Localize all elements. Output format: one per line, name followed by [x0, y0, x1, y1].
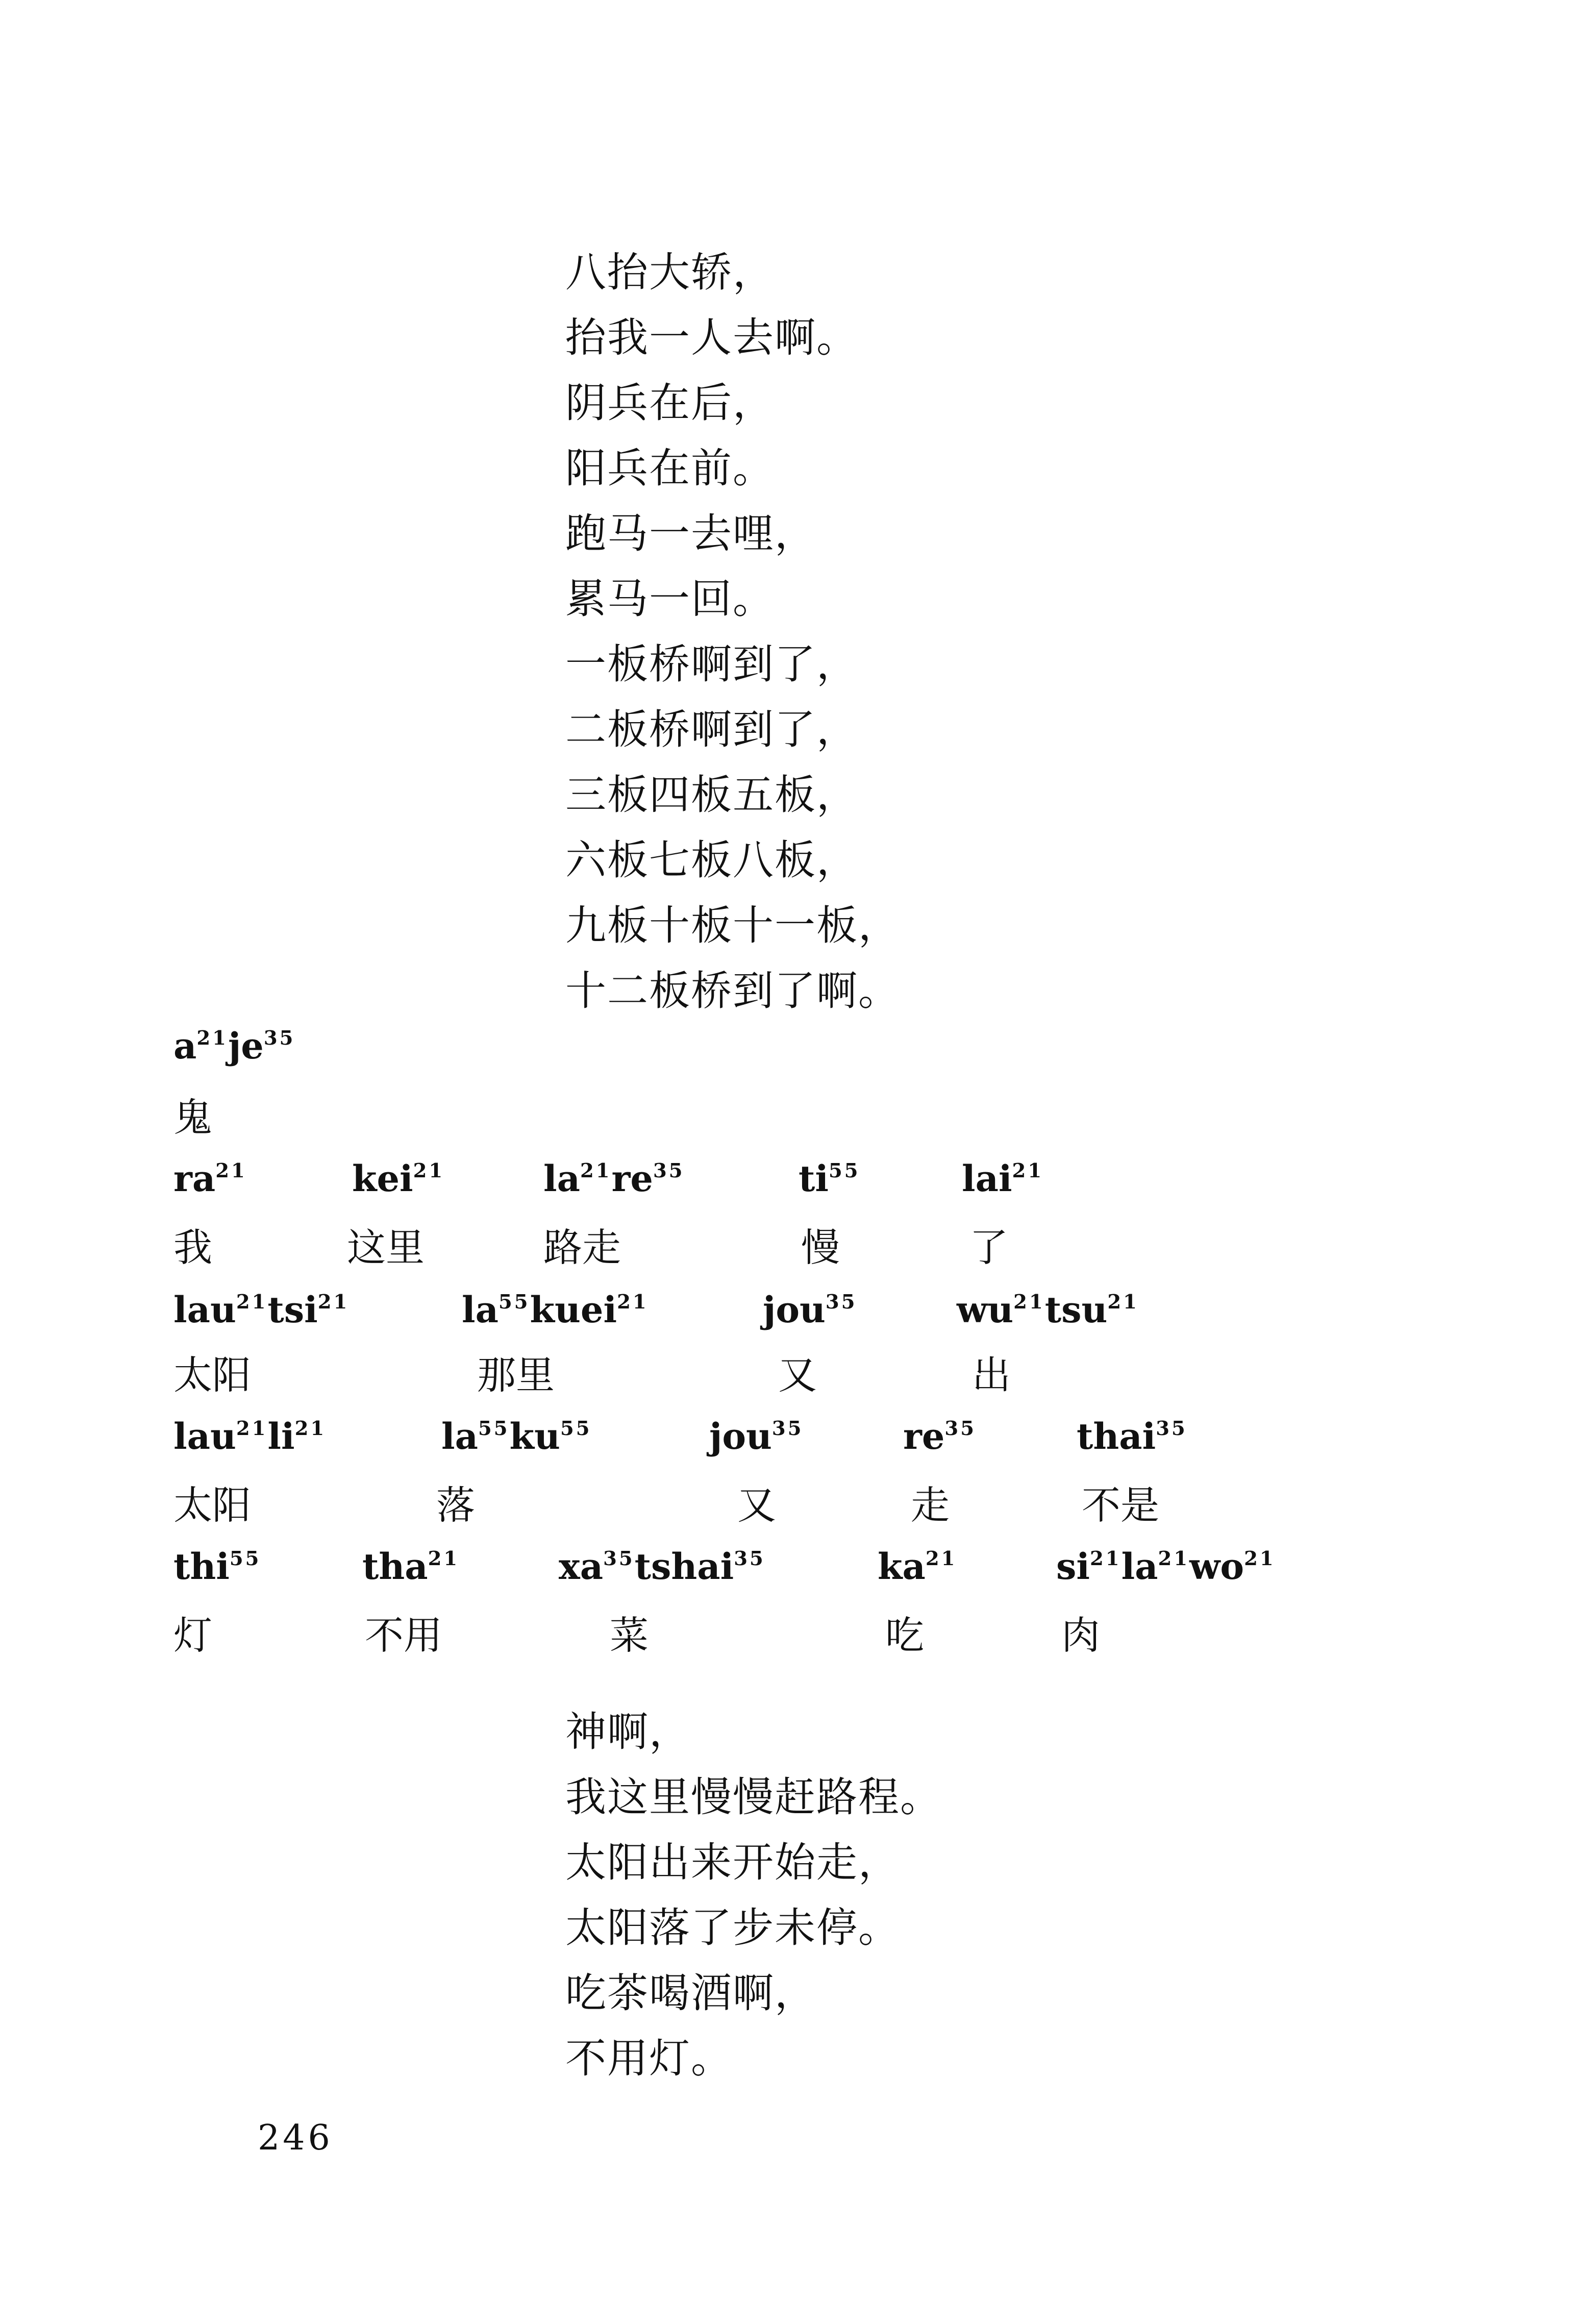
poem-line: 六板七板八板，	[565, 836, 858, 884]
gloss-word: 了	[969, 1225, 1008, 1270]
romanized-word: jou$^{35}$	[763, 1289, 857, 1331]
romanized-word: lau$^{21}$tsi$^{21}$	[173, 1289, 350, 1331]
romanized-word: $la^{55}ku^{55}$	[441, 1415, 592, 1457]
section-title-romanization	[173, 1021, 295, 1072]
romanized-word: $ti^{55}$	[799, 1157, 860, 1200]
romanized-word: lai$^{21}$	[962, 1157, 1044, 1200]
poem-line: 太阳落了步未停。	[565, 1904, 900, 1951]
gloss-word: 慢	[801, 1225, 840, 1270]
section-title-gloss: 鬼	[173, 1095, 212, 1140]
romanization-row	[0, 1151, 1570, 1207]
romanization-row	[0, 1408, 1570, 1465]
romanized-word: $la^{21}re^{35}$	[543, 1157, 685, 1200]
poem-line: 抬我一人去啊。	[565, 314, 858, 361]
poem-line: 跑马一去哩，	[565, 510, 816, 557]
gloss-word: 落	[436, 1482, 475, 1528]
romanized-word: $la^{55}kuei^{21}$	[462, 1289, 649, 1331]
poem-line: 阴兵在后，	[565, 379, 775, 427]
gloss-word: 肉	[1061, 1613, 1100, 1658]
gloss-word: 出	[972, 1352, 1011, 1398]
gloss-word: 那里	[477, 1352, 555, 1398]
page-number: 246	[258, 2118, 333, 2158]
gloss-word: 不是	[1082, 1482, 1159, 1528]
poem-translation-bottom	[565, 1699, 942, 2091]
poem-line: 不用灯。	[565, 2035, 733, 2082]
gloss-row	[0, 1608, 1570, 1664]
poem-translation-top	[565, 240, 900, 1024]
romanization-row	[0, 1282, 1570, 1338]
romanized-word: $ra^{21}$	[173, 1157, 247, 1200]
romanization-row	[0, 1539, 1570, 1595]
syllable: $je^{35}$	[228, 1025, 295, 1067]
gloss-row	[0, 1347, 1570, 1403]
gloss-word: 吃	[885, 1613, 924, 1658]
poem-line: 三板四板五板，	[565, 771, 858, 819]
poem-line: 十二板桥到了啊。	[565, 967, 900, 1015]
poem-line: 太阳出来开始走，	[565, 1839, 900, 1886]
romanized-word: $xa^{35}tshai^{35}$	[559, 1545, 765, 1588]
gloss-word: 太阳	[173, 1352, 251, 1398]
gloss-row	[0, 1477, 1570, 1534]
gloss-word: 太阳	[173, 1482, 251, 1528]
poem-line: 二板桥啊到了，	[565, 706, 858, 753]
gloss-word: 又	[737, 1482, 776, 1528]
gloss-word: 路走	[543, 1225, 621, 1270]
gloss-row	[0, 1220, 1570, 1276]
romanized-word: $lau^{21}li^{21}$	[173, 1415, 327, 1457]
romanized-word: $re^{35}$	[903, 1415, 976, 1457]
poem-line: 吃茶喝酒啊，	[565, 1969, 816, 2017]
poem-line: 九板十板十一板，	[565, 902, 900, 949]
gloss-word: 走	[911, 1482, 950, 1528]
romanized-word: kei$^{21}$	[352, 1157, 445, 1200]
romanized-word: thai$^{35}$	[1077, 1415, 1187, 1457]
poem-line: 阳兵在前。	[565, 444, 775, 492]
poem-line: 八抬大轿，	[565, 249, 775, 296]
poem-line: 一板桥啊到了，	[565, 640, 858, 688]
romanized-word: thi$^{55}$	[173, 1545, 261, 1588]
gloss-word: 我	[173, 1225, 212, 1270]
gloss-word: 又	[778, 1352, 817, 1398]
gloss-word: 菜	[610, 1613, 649, 1658]
gloss-word: 灯	[173, 1613, 212, 1658]
poem-line: 我这里慢慢赶路程。	[565, 1773, 942, 1821]
gloss-word: 这里	[347, 1225, 425, 1270]
romanized-word: jou$^{35}$	[709, 1415, 804, 1457]
gloss-word: 不用	[365, 1613, 442, 1658]
syllable: $a^{21}$	[173, 1025, 228, 1067]
romanized-word: $ka^{21}$	[878, 1545, 957, 1588]
romanized-word: $wu^{21}tsu^{21}$	[957, 1289, 1139, 1331]
poem-line: 累马一回。	[565, 575, 775, 623]
romanized-word: $si^{21}la^{21}wo^{21}$	[1056, 1545, 1276, 1588]
romanized-word: tha$^{21}$	[362, 1545, 460, 1588]
poem-line: 神啊，	[565, 1708, 691, 1756]
